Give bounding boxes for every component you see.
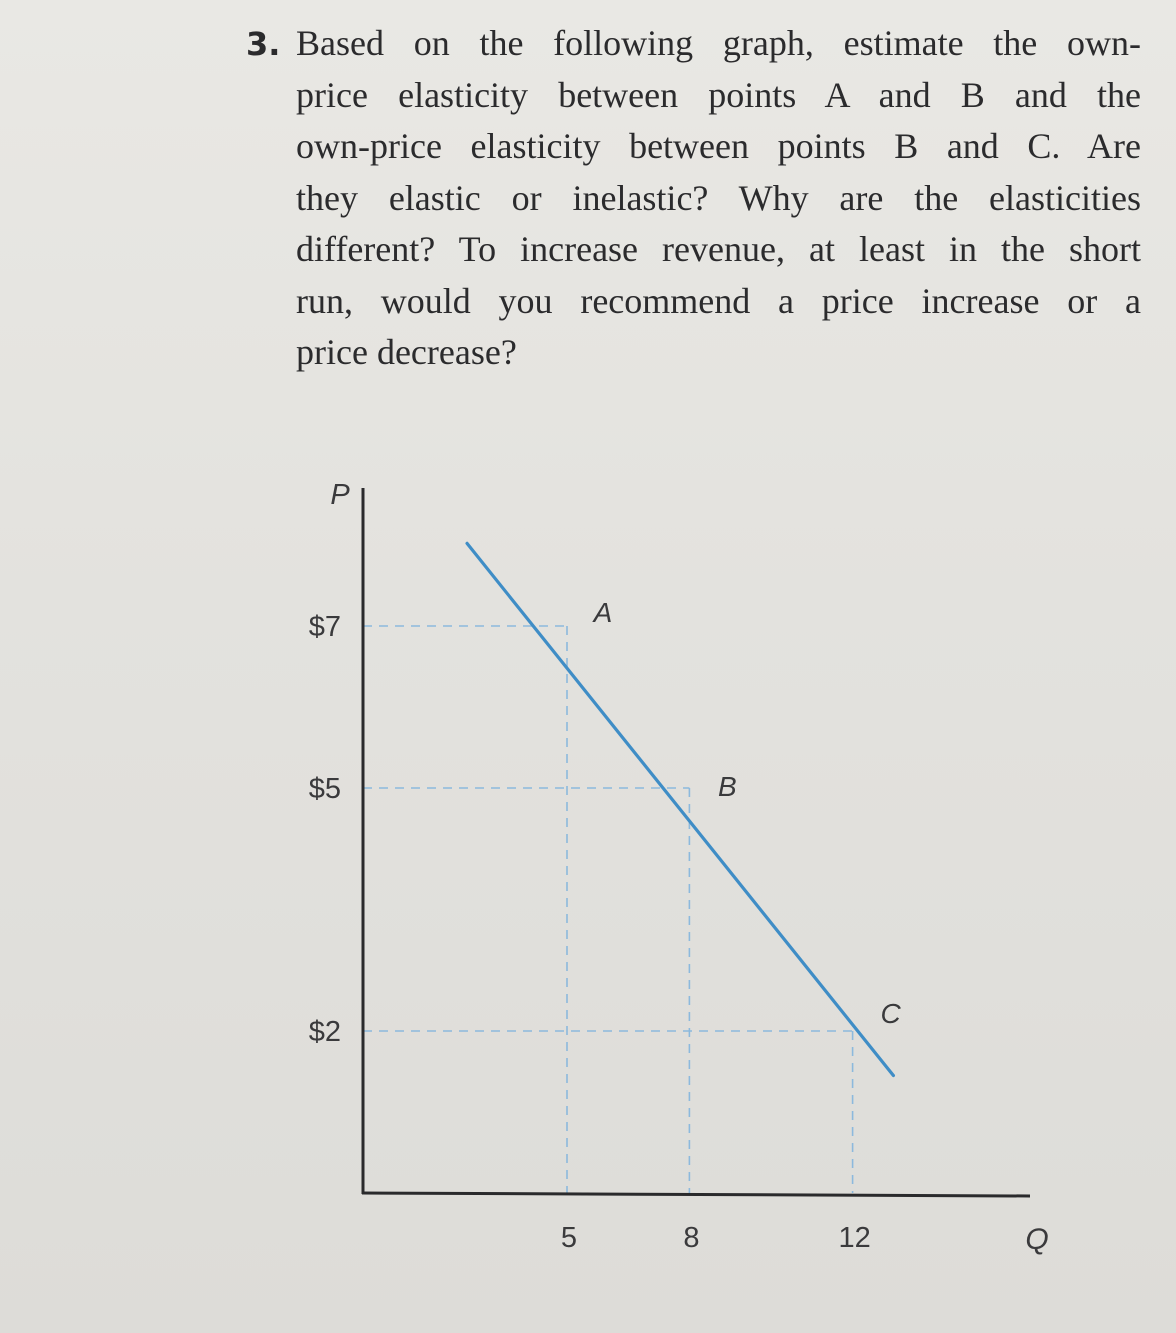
question-line: price elasticity between points A and B and the (296, 74, 1141, 115)
x-axis-title: Q (1025, 1223, 1049, 1256)
point-label-B: B (718, 771, 737, 802)
point-label-C: C (880, 998, 901, 1029)
demand-series (467, 543, 893, 1075)
point-label-A: A (593, 597, 613, 628)
guide-lines (363, 626, 853, 1193)
demand-line (467, 543, 893, 1075)
chart-labels (309, 479, 1049, 1256)
x-tick-label: 8 (683, 1222, 700, 1254)
y-axis-title: P (330, 479, 350, 511)
y-tick-label: $7 (308, 611, 341, 643)
x-tick-label: 5 (560, 1222, 578, 1254)
question-line: different? To increase revenue, at least in the short (296, 229, 1141, 269)
x-axis (362, 1193, 1030, 1196)
question-line: run, would you recommend a price increase or a (296, 280, 1141, 321)
question-number: 3. (246, 25, 281, 63)
axes (362, 488, 1030, 1196)
y-tick-label: $2 (308, 1016, 341, 1048)
question-line: own-price elasticity between points B and C. Are (296, 126, 1141, 166)
question-line: Based on the following graph, estimate the own- (296, 23, 1141, 63)
question-line: they elastic or inelastic? Why are the elasticities (296, 177, 1141, 218)
question-line: price decrease? (296, 332, 517, 372)
x-tick-label: 12 (838, 1222, 871, 1254)
y-tick-label: $5 (308, 773, 341, 805)
